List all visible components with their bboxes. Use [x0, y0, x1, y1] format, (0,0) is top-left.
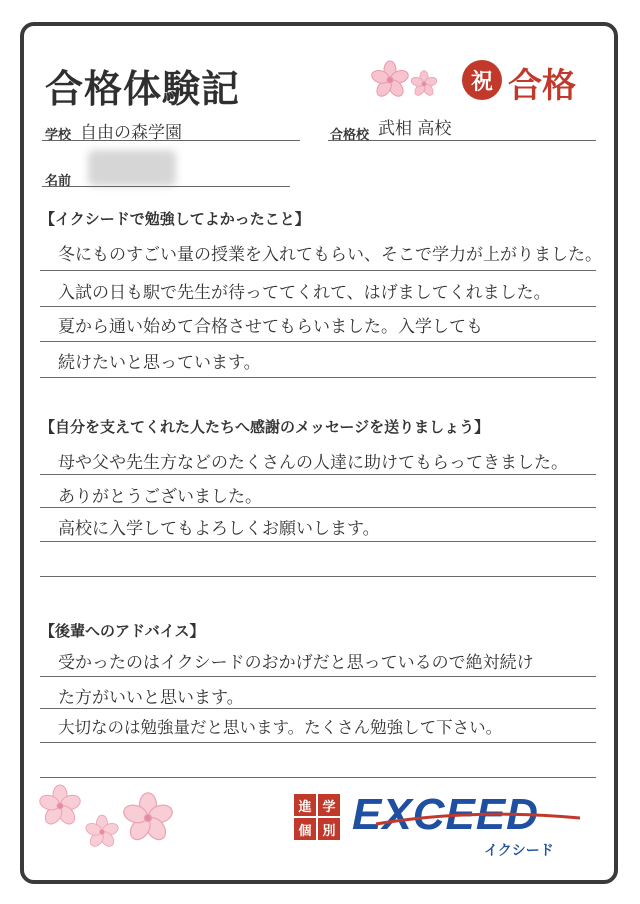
logo-tag-ko: 個 — [294, 818, 316, 840]
exceed-logo — [294, 790, 594, 860]
section3-line1: 受かったのはイクシードのおかげだと思っているので絶対続け — [58, 653, 534, 673]
section2-line1: 母や父や先生方などのたくさんの人達に助けてもらってきました。 — [58, 453, 568, 473]
logo-wordmark: EXCEED — [352, 790, 539, 839]
section1-line2: 入試の日も駅で先生が待っててくれて、はげましてくれました。 — [58, 283, 551, 303]
cherry-blossom-icon — [368, 56, 448, 106]
page-title: 合格体験記 — [45, 67, 241, 111]
section1-line4: 続けたいと思っています。 — [58, 353, 261, 373]
logo-tag-shin: 進 — [294, 794, 316, 816]
cherry-blossom-decoration-icon — [36, 780, 186, 870]
ruled-line — [40, 306, 596, 307]
school-underline — [42, 140, 300, 141]
section2-line3: 高校に入学してもよろしくお願いします。 — [58, 519, 380, 539]
logo-tag-betsu: 別 — [318, 818, 340, 840]
logo-tag-gaku: 学 — [318, 794, 340, 816]
school-label: 学校 — [45, 128, 72, 143]
ruled-line — [40, 507, 596, 508]
celebration-badge — [378, 58, 598, 108]
logo-subtitle: イクシード — [484, 843, 554, 859]
section-heading-good-points: 【イクシードで勉強してよかったこと】 — [40, 210, 310, 228]
goukaku-text: 合格 — [508, 66, 576, 106]
section-heading-advice: 【後輩へのアドバイス】 — [40, 622, 205, 640]
name-underline — [42, 186, 290, 187]
passed-school-label: 合格校 — [330, 128, 370, 143]
ruled-line — [40, 777, 596, 778]
section1-line1: 冬にものすごい量の授業を入れてもらい、そこで学力が上がりました。 — [58, 245, 602, 265]
passed-school-value: 武相 高校 — [378, 119, 452, 139]
section2-line2: ありがとうございました。 — [58, 487, 262, 507]
section3-line2: た方がいいと思います。 — [58, 688, 244, 708]
ruled-line — [40, 576, 596, 577]
ruled-line — [40, 474, 596, 475]
redacted-name — [88, 150, 176, 186]
name-label: 名前 — [45, 174, 72, 189]
section3-line3: 大切なのは勉強量だと思います。たくさん勉強して下さい。 — [58, 718, 503, 737]
ruled-line — [40, 377, 596, 378]
school-value: 自由の森学園 — [80, 123, 182, 143]
ruled-line — [40, 708, 596, 709]
passed-school-underline — [328, 140, 596, 141]
ruled-line — [40, 541, 596, 542]
section1-line3: 夏から通い始めて合格させてもらいました。入学しても — [58, 317, 483, 337]
ruled-line — [40, 270, 596, 271]
logo-swoosh-icon — [374, 810, 584, 830]
section-heading-thanks: 【自分を支えてくれた人たちへ感謝のメッセージを送りましょう】 — [40, 418, 490, 436]
ruled-line — [40, 341, 596, 342]
ruled-line — [40, 742, 596, 743]
iwai-mark: 祝 — [462, 60, 502, 100]
ruled-line — [40, 676, 596, 677]
